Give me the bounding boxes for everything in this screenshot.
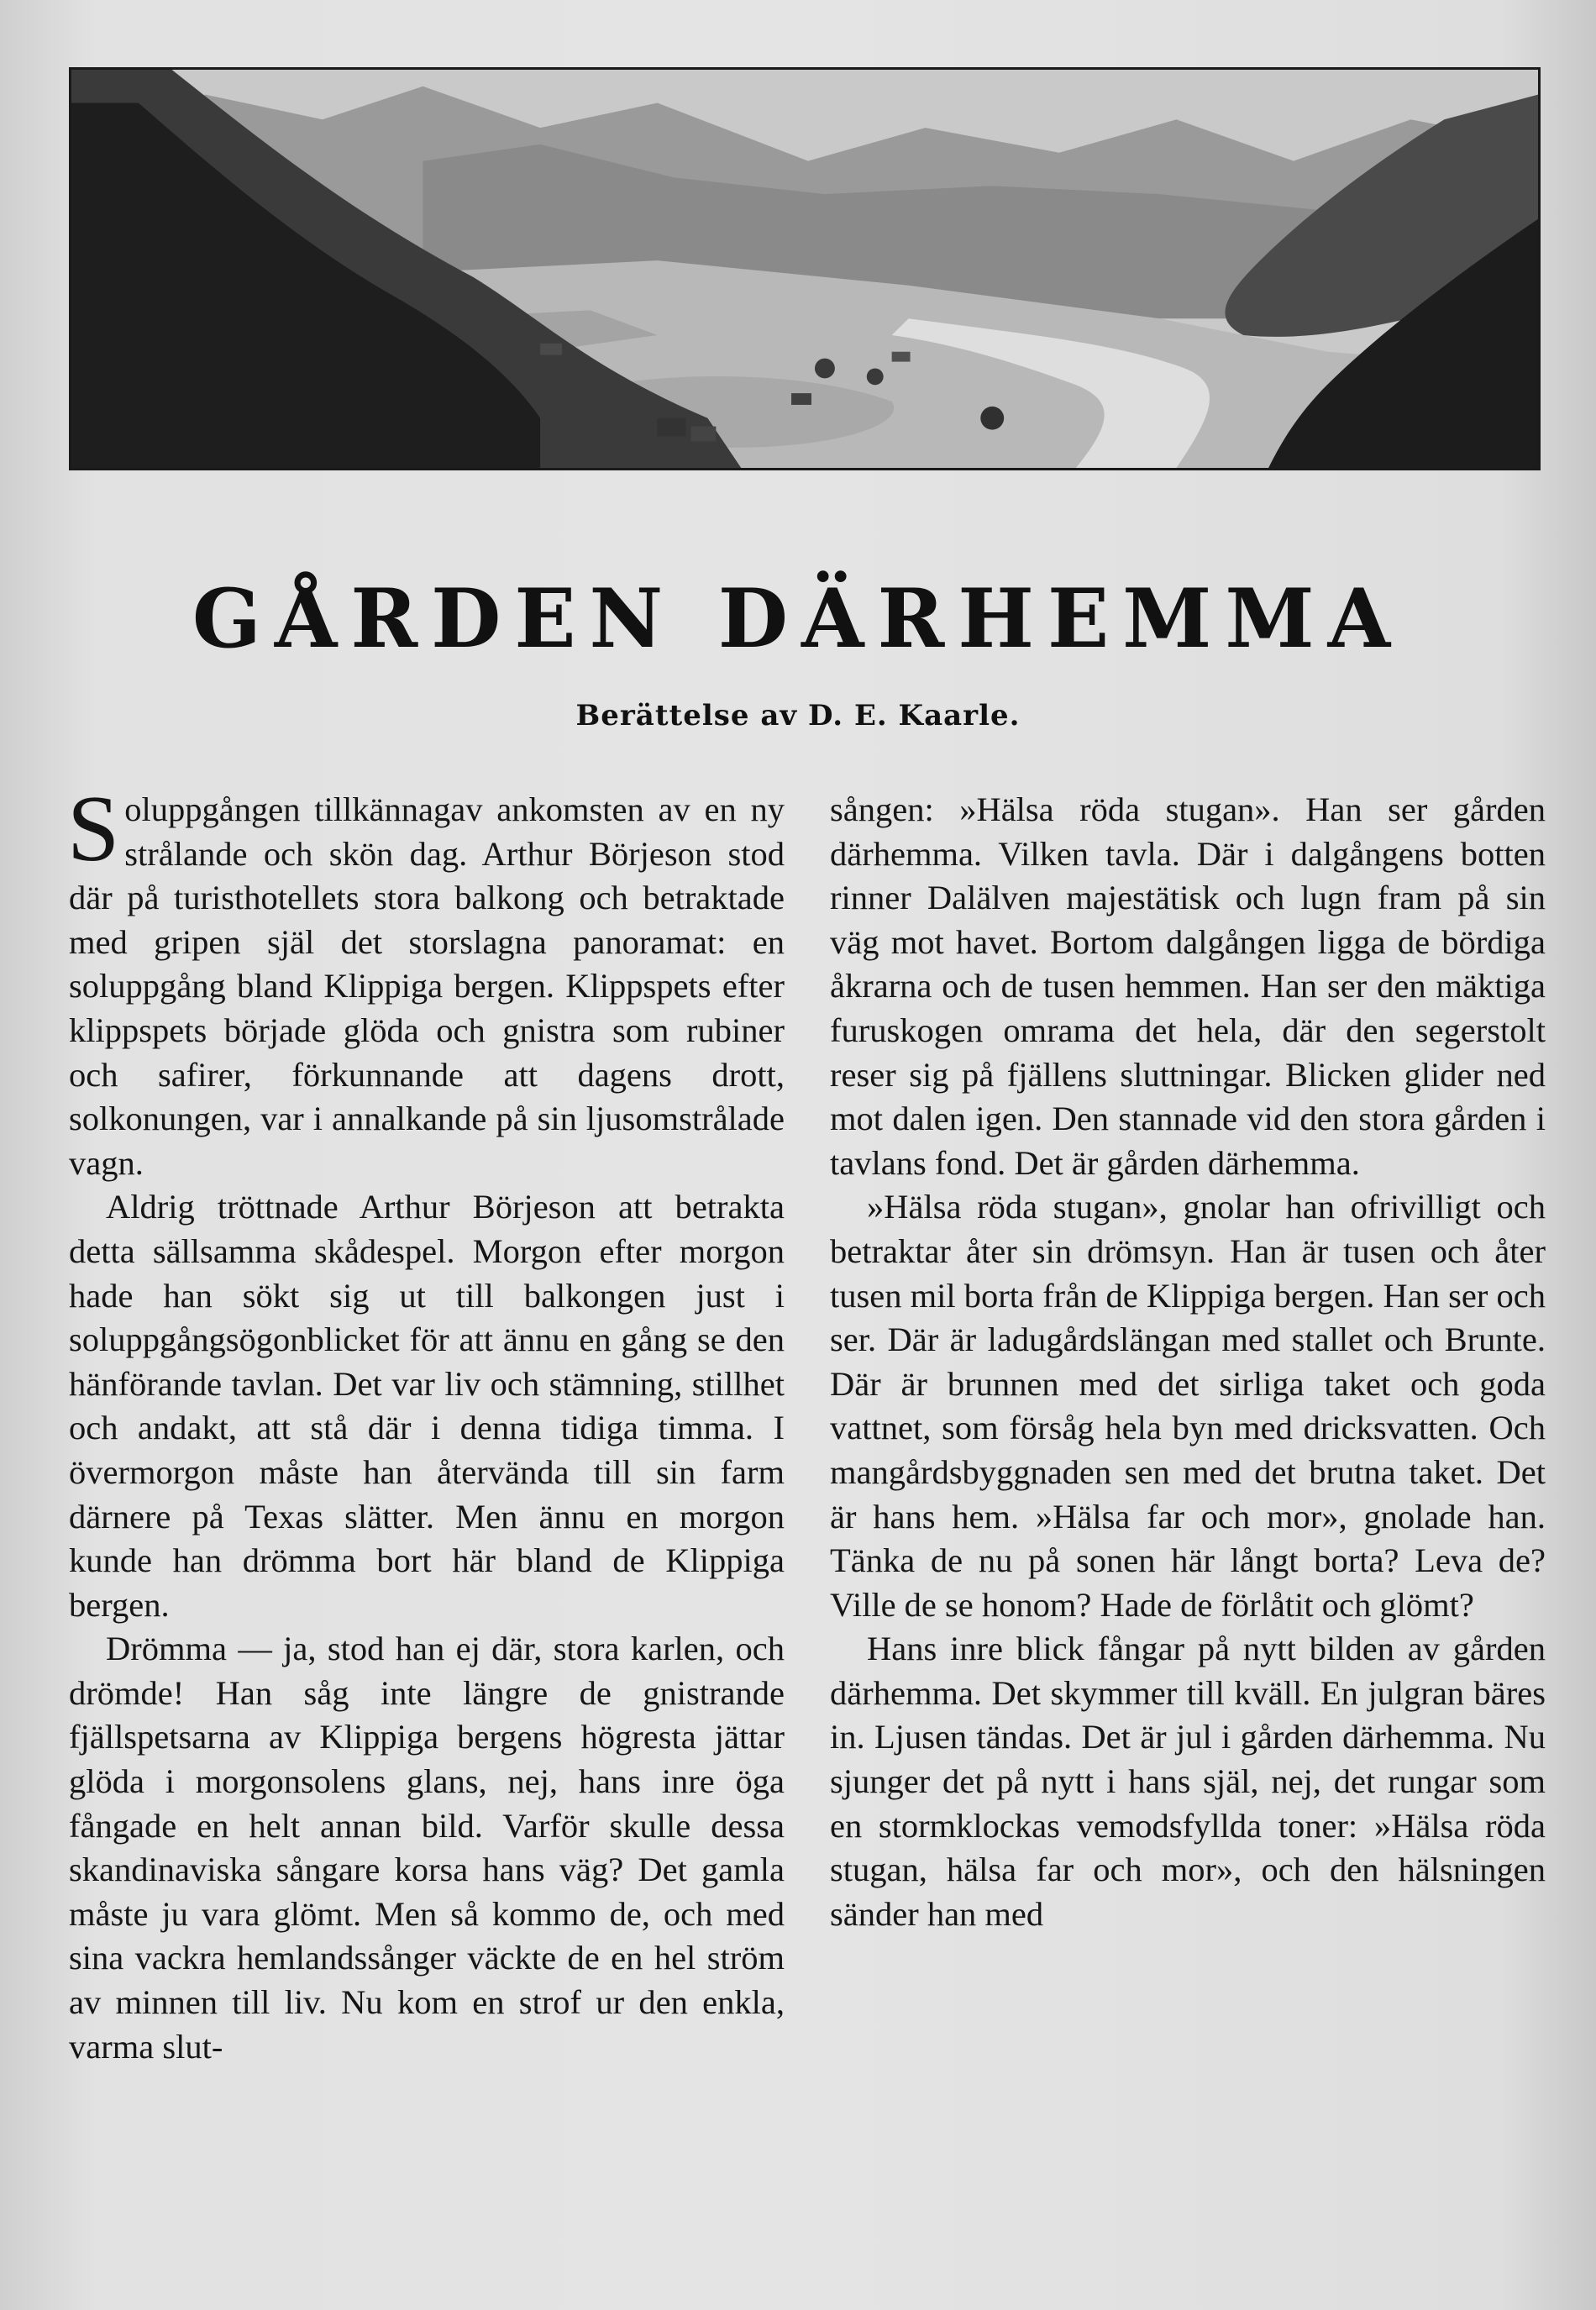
right-text-column [830,788,1546,1936]
header-illustration [69,67,1541,470]
paragraph [67,777,785,1185]
left-text-column [67,777,785,2069]
article-title: GÅRDEN DÄRHEMMA [192,571,1404,666]
drop-cap: S [67,777,120,881]
paragraph: Aldrig tröttnade Arthur Börjeson att betrakta detta sällsamma skådespel. Morgon efter morgon hade han sökt sig ut till balkongen just i soluppgångsögonblicket för att ännu en gång se den hänförande tavlan. Det var liv och stämning, stillhet och andakt, att stå där i denna tidiga timma. I övermorgon måste han återvända till sin farm därnere på Texas slätter. Men ännu en morgon kunde han drömma bort här bland de Klippiga bergen. [69,1188,785,1624]
article-byline: Berättelse av D. E. Kaarle. [575,699,1021,732]
paragraph: sången: »Hälsa röda stugan». Han ser gården därhemma. Vilken tavla. Där i dalgångens botten rinner Dalälven majestätisk och lugn fram på sin väg mot havet. Bortom dalgången ligga de bördiga åkrarna och de tusen hemmen. Han ser den mäktiga furuskogen omrama det hela, där den segerstolt reser sig på fjällens sluttningar. Blicken glider ned mot dalen igen. Den stannade vid den stora gården i tavlans fond. Det är gården därhemma. [830,790,1546,1182]
paragraph: »Hälsa röda stugan», gnolar han ofrivilligt och betraktar åter sin drömsyn. Han är tusen och åter tusen mil borta från de Klippiga bergen. Han ser och ser. Där är ladugårdslängan med stallet och Brunte. Där är brunnen med det sirliga taket och goda vattnet, som försåg hela byn med dricksvatten. Och mangårdsbyggnaden sen med det brutna taket. Det är hans hem. »Hälsa far och mor», gnolade han. Tänka de nu på sonen här långt borta? Leva de? Ville de se honom? Hade de förlåtit och glömt? [830,1188,1546,1624]
paragraph: Drömma — ja, stod han ej där, stora karlen, och drömde! Han såg inte längre de gnistrande fjällspetsarna av Klippiga bergens högresta jättar glöda i morgonsolens glans, nej, hans inre öga fångade en helt annan bild. Varför skulle dessa skandinaviska sångare korsa hans väg? Det gamla måste ju vara glömt. Men så kommo de, och med sina vackra hemlandssånger väckte de en hel ström av minnen till liv. Nu kom en strof ur den enkla, varma slut- [69,1630,785,2066]
paragraph: Hans inre blick fångar på nytt bilden av gården därhemma. Det skymmer till kväll. En julgran bäres in. Ljusen tändas. Det är jul i gården därhemma. Nu sjunger det på nytt i hans själ, nej, det rungar som en stormklockas vemodsfyllda toner: »Hälsa röda stugan, hälsa far och mor», och den hälsningen sänder han med [830,1630,1546,1933]
valley-landscape-image [71,70,1538,468]
paragraph-text: oluppgången tillkännagav ankomsten av en ny strålande och skön dag. Arthur Börjeson stod där på turisthotellets stora balkong och betraktade med gripen själ det storslagna panoramat: en soluppgång bland Klippiga bergen. Klippspets efter klippspets började glöda och gnistra som rubiner och safirer, förkunnande att dagens drott, solkonungen, var i annalkande på sin ljusomstrålade vagn. [69,790,785,1182]
